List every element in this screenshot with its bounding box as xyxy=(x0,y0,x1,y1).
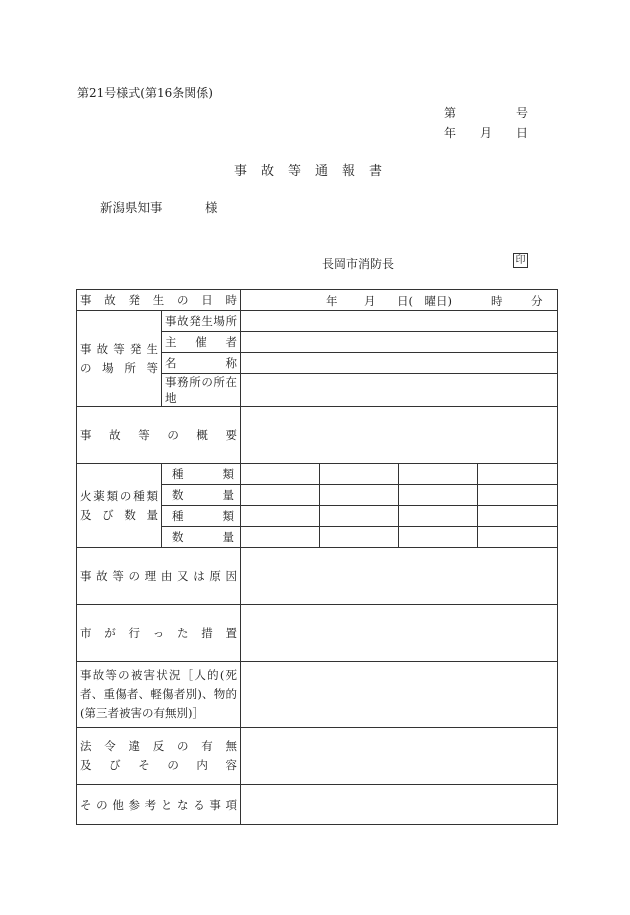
date-minute: 分 xyxy=(531,294,543,308)
number-prefix: 第 xyxy=(444,106,457,120)
datetime-row xyxy=(77,290,558,311)
location-group-label: 事故等発生 の 場 所 等 xyxy=(77,311,162,407)
header-month: 月 xyxy=(480,126,493,140)
seal-mark: 印 xyxy=(513,253,528,268)
summary-field[interactable] xyxy=(241,407,558,464)
violation-field[interactable] xyxy=(241,728,558,785)
name-field[interactable] xyxy=(241,353,558,374)
header-day: 日 xyxy=(516,126,529,140)
date-month: 月 xyxy=(364,294,376,308)
summary-row xyxy=(77,407,558,464)
organizer-label: 主催者 xyxy=(162,332,241,353)
fireworks-row-label: 数量 xyxy=(162,527,241,548)
damage-row xyxy=(77,662,558,728)
date-day-weekday: 日( 曜日) xyxy=(397,294,453,308)
fireworks-cell[interactable] xyxy=(320,485,399,506)
reason-row xyxy=(77,548,558,605)
fireworks-cell[interactable] xyxy=(320,464,399,485)
fireworks-row-label: 種類 xyxy=(162,506,241,527)
measures-row xyxy=(77,605,558,662)
damage-label: 事故等の被害状況［人的(死者、重傷者、軽傷者別)、物的(第三者被害の有無別)］ xyxy=(77,662,241,728)
office-address-field[interactable] xyxy=(241,374,558,407)
fireworks-row-label: 数量 xyxy=(162,485,241,506)
location-row xyxy=(77,311,558,332)
fireworks-label: 火薬類の種類 及 び 数 量 xyxy=(77,464,162,548)
addressee: 新潟県知事 xyxy=(100,200,163,215)
number-suffix: 号 xyxy=(516,106,529,120)
name-label: 名称 xyxy=(162,353,241,374)
fireworks-cell[interactable] xyxy=(320,527,399,548)
reason-field[interactable] xyxy=(241,548,558,605)
honorific: 様 xyxy=(205,200,218,215)
office-address-label: 事務所の所在地 xyxy=(162,374,241,407)
violation-label: 法令違反の有無 及びその内容 xyxy=(77,728,241,785)
measures-field[interactable] xyxy=(241,605,558,662)
fireworks-cell[interactable] xyxy=(320,506,399,527)
fireworks-cell[interactable] xyxy=(241,464,320,485)
datetime-field[interactable] xyxy=(241,290,558,311)
fireworks-cell[interactable] xyxy=(399,485,478,506)
fireworks-cell[interactable] xyxy=(478,527,558,548)
fireworks-cell[interactable] xyxy=(478,485,558,506)
form-code: 第21号様式(第16条関係) xyxy=(77,86,213,100)
fireworks-cell[interactable] xyxy=(478,506,558,527)
fireworks-cell[interactable] xyxy=(399,464,478,485)
measures-label: 市が行った措置 xyxy=(77,605,241,662)
other-row xyxy=(77,785,558,825)
report-table xyxy=(76,289,558,825)
fireworks-cell[interactable] xyxy=(241,506,320,527)
fireworks-cell[interactable] xyxy=(478,464,558,485)
fireworks-row-label: 種類 xyxy=(162,464,241,485)
fireworks-row xyxy=(77,464,558,485)
fireworks-cell[interactable] xyxy=(241,527,320,548)
date-hour: 時 xyxy=(491,294,503,308)
location-field[interactable] xyxy=(241,311,558,332)
violation-row xyxy=(77,728,558,785)
fireworks-cell[interactable] xyxy=(399,527,478,548)
fireworks-cell[interactable] xyxy=(241,485,320,506)
date-year: 年 xyxy=(326,294,338,308)
document-title: 事故等通報書 xyxy=(233,164,396,179)
organizer-field[interactable] xyxy=(241,332,558,353)
other-label: その他参考となる事項 xyxy=(77,785,241,825)
summary-label: 事故等の概要 xyxy=(77,407,241,464)
fireworks-cell[interactable] xyxy=(399,506,478,527)
location-row-label: 事故発生場所 xyxy=(162,311,241,332)
sender: 長岡市消防長 xyxy=(322,257,395,271)
header-year: 年 xyxy=(444,126,457,140)
damage-field[interactable] xyxy=(241,662,558,728)
other-field[interactable] xyxy=(241,785,558,825)
reason-label: 事故等の理由又は原因 xyxy=(77,548,241,605)
datetime-label: 事故発生の日時 xyxy=(77,290,241,311)
